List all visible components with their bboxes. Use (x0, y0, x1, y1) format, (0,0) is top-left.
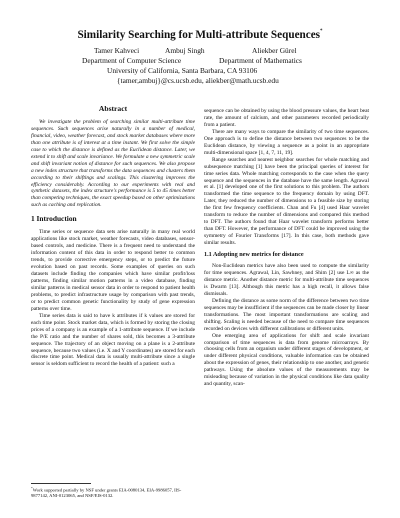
department-math: Department of Mathematics (219, 56, 302, 65)
department-cs: Department of Computer Science (82, 56, 182, 65)
university-address: University of California, Santa Barbara, CA 93106 (107, 66, 258, 75)
footnote-mark: * (31, 486, 33, 490)
title-text: Similarity Searching for Multi-attribute Sequences (77, 29, 321, 41)
abstract-heading: Abstract (98, 104, 128, 113)
footnote-text: Work supported partially by NSF under grants EIA-0080134, EIA-9986057, IIS-9877142, ANI-0123065, and NSF/EIS-0132. (31, 487, 182, 498)
right-column (204, 108, 369, 388)
body-paragraph: There are many ways to compare the similarity of two time sequences. One approach is to define the distance between two sequences to be the Euclidean distance, by viewing a sequence as a point in an appropriate multi-dimensional space [1, 4, 7, 11, 19]. (204, 128, 369, 156)
left-column (31, 106, 195, 368)
footnote-divider (31, 483, 91, 484)
body-paragraph: Defining the distance as some norm of the difference between two time sequences may be insufficient if the sequences can be made closer by linear transformations. The most important transformations are scaling and shifting. Scaling is needed because of the need to compare time sequences recorded on devices with different calibrations or different units. (204, 297, 369, 332)
author-1: Tamer Kahveci (94, 46, 140, 55)
body-paragraph: One emerging area of applications for shift and scale invariant comparison of time sequences is data from genome microarrays. By choosing cells from an organism under different stages of development, or under different physical conditions, valuable information can be obtained about the expression of genes, their relationship to one another, and genetic pathways. Using the absolute values of the measurements may be misleading because of variation in the physical conditions like data quality and quantity, scan- (204, 332, 369, 388)
paper-title (0, 29, 400, 41)
body-paragraph: Range searches and nearest neighbor searches for whole matching and subsequence matching [1] have been the principal queries of interest for time series data. Whole matching corresponds to the case when the query sequence and the sequences in the database have the same length. Agrawal et al. [1] developed one of the first solutions to this problem. The authors transformed the time sequence to the frequency domain by using DFT. Later, they reduced the number of dimensions to a feasible size by storing the first few frequency coefficients. Chan and Fu [4] used Haar wavelet transform to reduce the number of dimensions and compared this method to DFT. The authors found that Haar wavelet transform performs better than DFT. However, the performance of DFT could be improved using the symmetry of Fourier Transforms [17]. In this case, both methods gave similar results. (204, 156, 369, 247)
subsection-heading: 1.1 Adopting new metrics for distance (204, 251, 304, 259)
author-block (0, 46, 400, 98)
author-emails: {tamer,ambuj}@cs.ucsb.edu, aliekber@math.ucsb.edu (117, 76, 279, 85)
body-paragraph: sequence can be obtained by using the blood pressure values, the heart beat rate, the amount of calcium, and other parameters recorded periodically from a patient. (204, 108, 369, 128)
intro-paragraph: Time series data is said to have k attributes if k values are stored for each time point. Stock market data, which is formed by storing the closing prices of a company is an example of a 1-attribute sequence. If we include the P/E ratio and the number of shares sold, this becomes a 3-attribute sequence. The trajectory of an object moving on a plane is a 2-attribute sequence, because two values (i.e. X and Y coordinates) are stored for each discrete time point. Medical data is usually multi-attribute since a single sensor is seldom sufficient to record the health of a patient: such a (31, 312, 195, 368)
intro-paragraph: Time series or sequence data sets arise naturally in many real world applications like stock market, weather forecasts, video databases, sensor-based controls, and medicine. There is a frequent need to understand the information content of this data in order to respond better to common trends, to provide corrective emergency steps, or to predict the future evolution based on past records. Some examples of queries on such datasets include finding the companies which have similar profit/loss patterns, finding similar motion patterns in a video database, finding similar patterns in medical sensor data in order to respond to patient health problems, to predict infrastructure usage by comparison with past trends, or to predict common genetic functionality by study of gene expression patterns over time. (31, 229, 195, 312)
abstract-text: We investigate the problem of searching similar multi-attribute time sequences. Such sequences arise naturally in a number of medical, financial, video, weather forecast, and stock market databases where more than one attribute is of interest at a time instant. We first solve the simple case to which the distance is defined as the Euclidean distance. Later, we extend it to shift and scale invariance. We formulate a new symmetric scale and shift invariant notion of distance for such sequences. We also propose a new index structure that transforms the data sequences and clusters them according to their shiftings and scalings. This clustering improves the efficiency considerably. According to our experiments with real and synthetic datasets, the index structure's performance is 5 to 45 times better than competing techniques, the exact speedup based on other optimizations such as caching and replication. (31, 118, 196, 209)
author-2: Ambuj Singh (165, 46, 205, 55)
section-heading-introduction: 1 Introduction (31, 214, 77, 224)
body-paragraph: Non-Euclidean metrics have also been used to compute the similarity for time sequences. Agrawal, Lin, Sawhney, and Shim [2] use L∞ as the distance metric. Another distance metric for multi-attribute time sequences is Dwarm [13]. Although this metric has a high recall, it allows false dismissals. (204, 263, 369, 297)
footnote (31, 486, 195, 498)
author-3: Aliekber Gürel (252, 46, 297, 55)
title-footnote-mark: * (320, 29, 323, 34)
